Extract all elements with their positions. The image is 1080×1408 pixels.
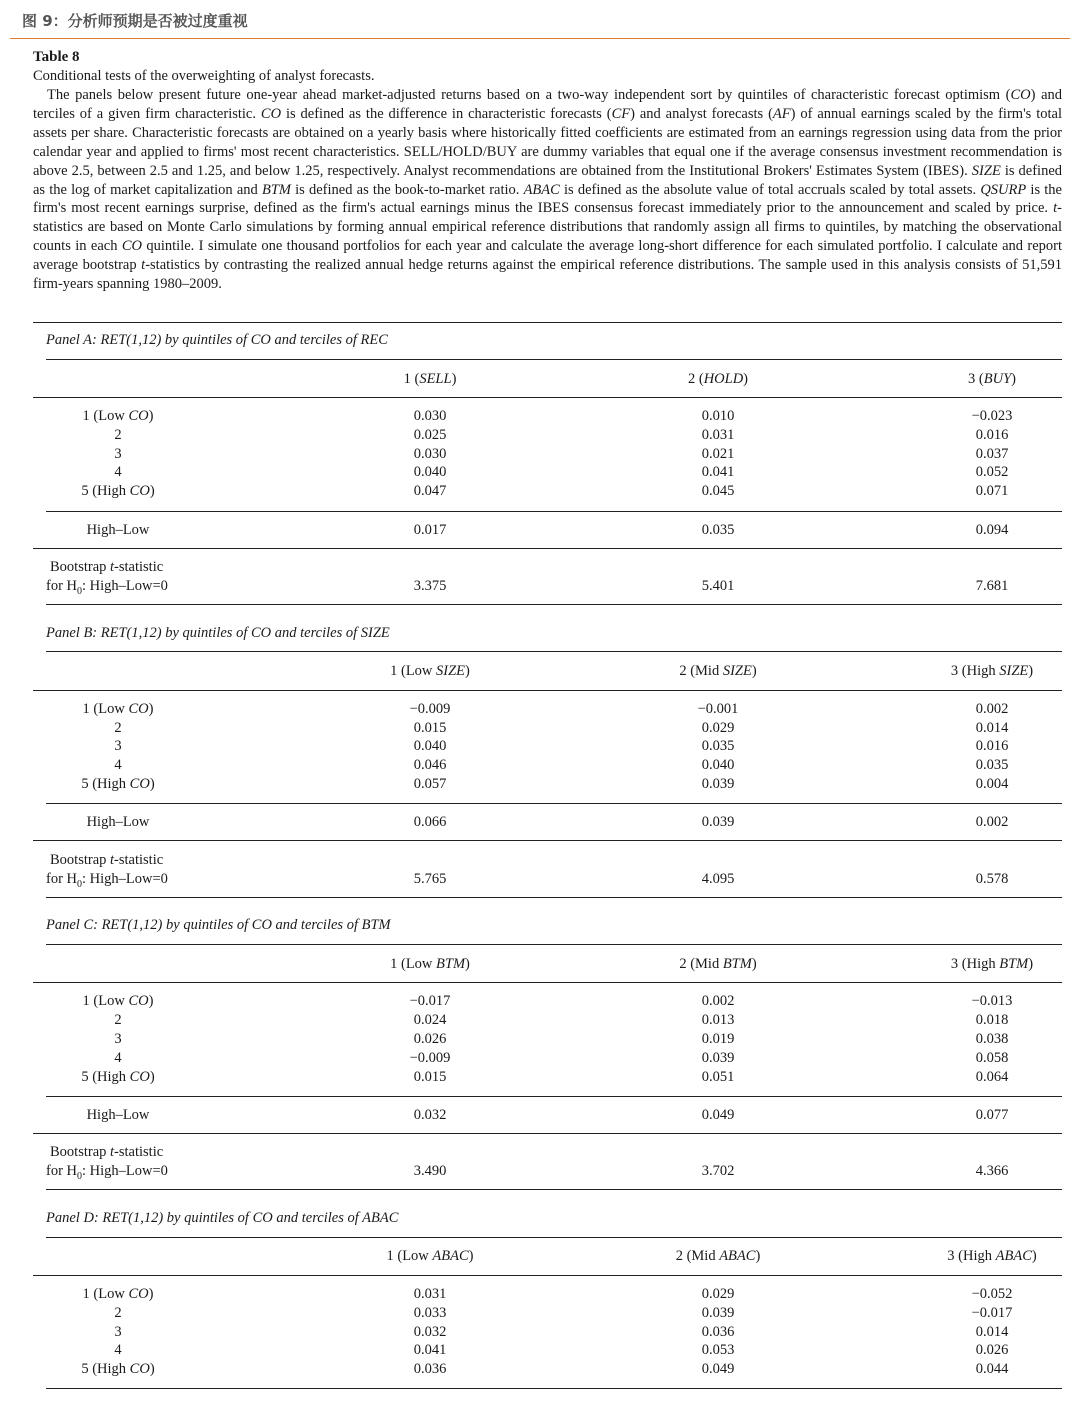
high-low-cell: 0.002 [975,814,1009,830]
table-cell: 0.040 [413,738,447,754]
table-label: Table 8 [33,49,80,65]
column-header: 2 (Mid SIZE) [679,663,757,679]
figure-header [0,0,1080,39]
rule [33,1133,1062,1134]
column-header: 2 (Mid BTM) [679,956,757,972]
table-cell: 0.064 [975,1069,1009,1085]
column-header: 3 (High SIZE) [950,663,1034,679]
table-description: The panels below present future one-year ahead market-adjusted returns based on a two-way independent sort by quintiles of characteristic forecast optimism (CO) and terciles of a given firm characteristic. CO is defined as the difference in characteristic forecasts (CF) and analyst forecasts (AF) of annual earnings scaled by the firm's total assets per share. Characteristic forecasts are obtained on a yearly basis where historically fitted coefficients are estimated from an earnings regression using data from the prior calendar year and applied to firms' most recent characteristics. SELL/HOLD/BUY are dummy variables that equal one if the average consensus investment recommendation is above 2.5, between 2.5 and 1.25, and below 1.25, respectively. Analyst recommendations are obtained from the Institutional Brokers' Estimates System (IBES). SIZE is defined as the log of market capitalization and BTM is defined as the book-to-market ratio. ABAC is defined as the absolute value of total accruals scaled by total assets. QSURP is the firm's most recent earnings surprise, defined as the firm's actual earnings minus the IBES consensus forecast immediately prior to the announcement and scaled by price. t-statistics are based on Monte Carlo simulations by forming annual empirical reference distributions that randomly assign all firms to quintiles, by matching the observational counts in each CO quintile. I simulate one thousand portfolios for each year and calculate the average long-short difference for each simulated portfolio. I calculate and report average bootstrap t-statistics by contrasting the realized annual hedge returns against the empirical reference distributions. The sample used in this analysis consists of 51,591 firm-years spanning 1980–2009. [33,87,1063,293]
table-cell: −0.013 [971,993,1013,1009]
row-label: 3 [114,1031,122,1047]
table-cell: 0.045 [701,483,735,499]
high-low-cell: 0.049 [701,1107,735,1123]
bootstrap-label: Bootstrap t-statistic [50,1144,164,1160]
table-cell: 0.014 [975,1324,1009,1340]
table-cell: 0.024 [413,1012,447,1028]
table-cell: 0.037 [975,446,1009,462]
table-cell: 0.051 [701,1069,735,1085]
table-cell: 0.041 [701,464,735,480]
rule [33,322,1062,323]
rule [46,511,1062,512]
table-cell: 0.044 [975,1361,1009,1377]
rule [46,1237,1062,1238]
column-header: 2 (Mid ABAC) [675,1248,761,1264]
high-low-cell: 0.077 [975,1107,1009,1123]
table-cell: 0.010 [701,408,735,424]
rule [33,982,1062,983]
rule [33,840,1062,841]
row-label: 2 [114,1012,122,1028]
row-label: 5 (High CO) [81,1069,155,1085]
tstat-cell: 5.401 [701,578,735,594]
column-header: 1 (Low BTM) [390,956,470,972]
row-label: 1 (Low CO) [82,993,154,1009]
high-low-cell: 0.035 [701,522,735,538]
table-cell: 0.025 [413,427,447,443]
table-cell: 0.046 [413,757,447,773]
row-label: 4 [114,1050,122,1066]
table-cell: −0.023 [971,408,1013,424]
row-label: 5 (High CO) [81,483,155,499]
header-rule [10,38,1070,39]
table-cell: 0.035 [701,738,735,754]
high-low-cell: 0.039 [701,814,735,830]
column-header: 1 (Low SIZE) [390,663,470,679]
table-cell: 0.019 [701,1031,735,1047]
row-label: 3 [114,738,122,754]
rule [33,548,1062,549]
high-low-label: High–Low [86,1107,150,1123]
rule [46,359,1062,360]
table-cell: 0.031 [701,427,735,443]
bootstrap-hypothesis: for $H_0$: High–Low=0 [46,871,168,890]
high-low-cell: 0.017 [413,522,447,538]
table-cell: −0.052 [971,1286,1013,1302]
high-low-cell: 0.066 [413,814,447,830]
table-cell: 0.039 [701,776,735,792]
row-label: 3 [114,446,122,462]
figure-title: 图 9：分析师预期是否被过度重视 [22,12,248,30]
table-cell: 0.049 [701,1361,735,1377]
tstat-cell: 3.702 [701,1163,735,1179]
row-label: 2 [114,720,122,736]
row-label: 5 (High CO) [81,1361,155,1377]
row-label: 3 [114,1324,122,1340]
table-cell: 0.052 [975,464,1009,480]
table-cell: 0.013 [701,1012,735,1028]
table-cell: 0.018 [975,1012,1009,1028]
panel-title: Panel D: RET(1,12) by quintiles of CO and terciles of ABAC [46,1210,399,1226]
row-label: 4 [114,1342,122,1358]
table-cell: 0.029 [701,1286,735,1302]
table-cell: −0.017 [971,1305,1013,1321]
table-cell: 0.021 [701,446,735,462]
table-cell: 0.030 [413,446,447,462]
table-cell: 0.058 [975,1050,1009,1066]
table-cell: 0.031 [413,1286,447,1302]
table-cell: 0.039 [701,1305,735,1321]
table-cell: 0.071 [975,483,1009,499]
table-cell: 0.038 [975,1031,1009,1047]
table-caption: Conditional tests of the overweighting of analyst forecasts. [33,68,375,84]
bootstrap-label: Bootstrap t-statistic [50,559,164,575]
table-cell: 0.029 [701,720,735,736]
table-cell: 0.032 [413,1324,447,1340]
rule [33,690,1062,691]
column-header: 1 (Low ABAC) [386,1248,474,1264]
panel-title: Panel B: RET(1,12) by quintiles of CO and terciles of SIZE [46,625,390,641]
high-low-cell: 0.094 [975,522,1009,538]
row-label: 1 (Low CO) [82,701,154,717]
high-low-label: High–Low [86,814,150,830]
table-cell: 0.016 [975,427,1009,443]
column-header: 2 (HOLD) [687,371,749,387]
bootstrap-label: Bootstrap t-statistic [50,852,164,868]
column-header: 3 (BUY) [968,371,1016,387]
tstat-cell: 0.578 [975,871,1009,887]
rule [46,1096,1062,1097]
table-cell: 0.026 [975,1342,1009,1358]
table-cell: 0.002 [701,993,735,1009]
tstat-cell: 4.366 [975,1163,1009,1179]
tstat-cell: 5.765 [413,871,447,887]
panel-title: Panel A: RET(1,12) by quintiles of CO and terciles of REC [46,332,388,348]
table-cell: 0.015 [413,1069,447,1085]
table-cell: 0.016 [975,738,1009,754]
tstat-cell: 3.490 [413,1163,447,1179]
table-cell: 0.002 [975,701,1009,717]
high-low-cell: 0.032 [413,1107,447,1123]
column-header: 3 (High ABAC) [947,1248,1037,1264]
row-label: 4 [114,464,122,480]
table-cell: 0.040 [701,757,735,773]
table-cell: 0.047 [413,483,447,499]
table-cell: 0.004 [975,776,1009,792]
table-cell: 0.036 [413,1361,447,1377]
row-label: 5 (High CO) [81,776,155,792]
rule [33,397,1062,398]
table-cell: 0.053 [701,1342,735,1358]
table-cell: 0.057 [413,776,447,792]
rule [46,1189,1062,1190]
table-cell: −0.009 [409,701,451,717]
rule [46,604,1062,605]
rule [46,944,1062,945]
row-label: 4 [114,757,122,773]
tstat-cell: 7.681 [975,578,1009,594]
row-label: 2 [114,427,122,443]
row-label: 2 [114,1305,122,1321]
panel-title: Panel C: RET(1,12) by quintiles of CO and terciles of BTM [46,917,391,933]
table-cell: 0.026 [413,1031,447,1047]
rule [46,1388,1062,1389]
rule [46,803,1062,804]
bootstrap-hypothesis: for $H_0$: High–Low=0 [46,1163,168,1182]
column-header: 1 (SELL) [403,371,457,387]
row-label: 1 (Low CO) [82,1286,154,1302]
table-cell: 0.030 [413,408,447,424]
table-cell: −0.001 [697,701,739,717]
table-cell: 0.039 [701,1050,735,1066]
column-header: 3 (High BTM) [950,956,1034,972]
table-cell: −0.017 [409,993,451,1009]
high-low-label: High–Low [86,522,150,538]
table-cell: −0.009 [409,1050,451,1066]
table-cell: 0.015 [413,720,447,736]
table-cell: 0.014 [975,720,1009,736]
table-cell: 0.036 [701,1324,735,1340]
rule [46,651,1062,652]
bootstrap-hypothesis: for $H_0$: High–Low=0 [46,578,168,597]
rule [33,1275,1062,1276]
table-cell: 0.040 [413,464,447,480]
table-cell: 0.035 [975,757,1009,773]
tstat-cell: 4.095 [701,871,735,887]
rule [46,897,1062,898]
table-cell: 0.033 [413,1305,447,1321]
table-cell: 0.041 [413,1342,447,1358]
row-label: 1 (Low CO) [82,408,154,424]
tstat-cell: 3.375 [413,578,447,594]
